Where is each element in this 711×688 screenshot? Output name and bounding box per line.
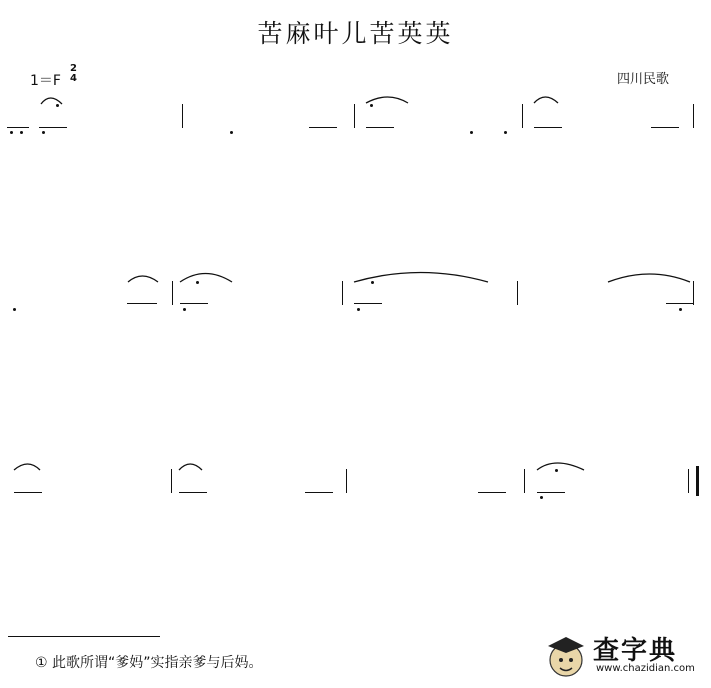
slur (608, 274, 690, 282)
slur (366, 97, 408, 103)
watermark-text: 查字典 (593, 636, 678, 666)
genre-label: 四川民歌 (617, 72, 670, 87)
footnote: ① 此歌所谓“爹妈”实指亲爹与后妈。 (35, 655, 263, 671)
watermark-url: www.chazidian.com (596, 663, 695, 674)
slur (14, 464, 40, 470)
song-title: 苦麻叶儿苦英英 (257, 19, 454, 48)
time-signature-bottom: 4 (70, 73, 77, 84)
slur (534, 97, 558, 103)
key-signature: 1＝F (30, 73, 61, 89)
slur (179, 464, 202, 470)
slur (128, 276, 158, 282)
slur (41, 98, 62, 104)
slur (180, 274, 232, 283)
time-signature-top: 2 (70, 63, 77, 74)
slur (354, 273, 488, 283)
slur (537, 463, 584, 470)
